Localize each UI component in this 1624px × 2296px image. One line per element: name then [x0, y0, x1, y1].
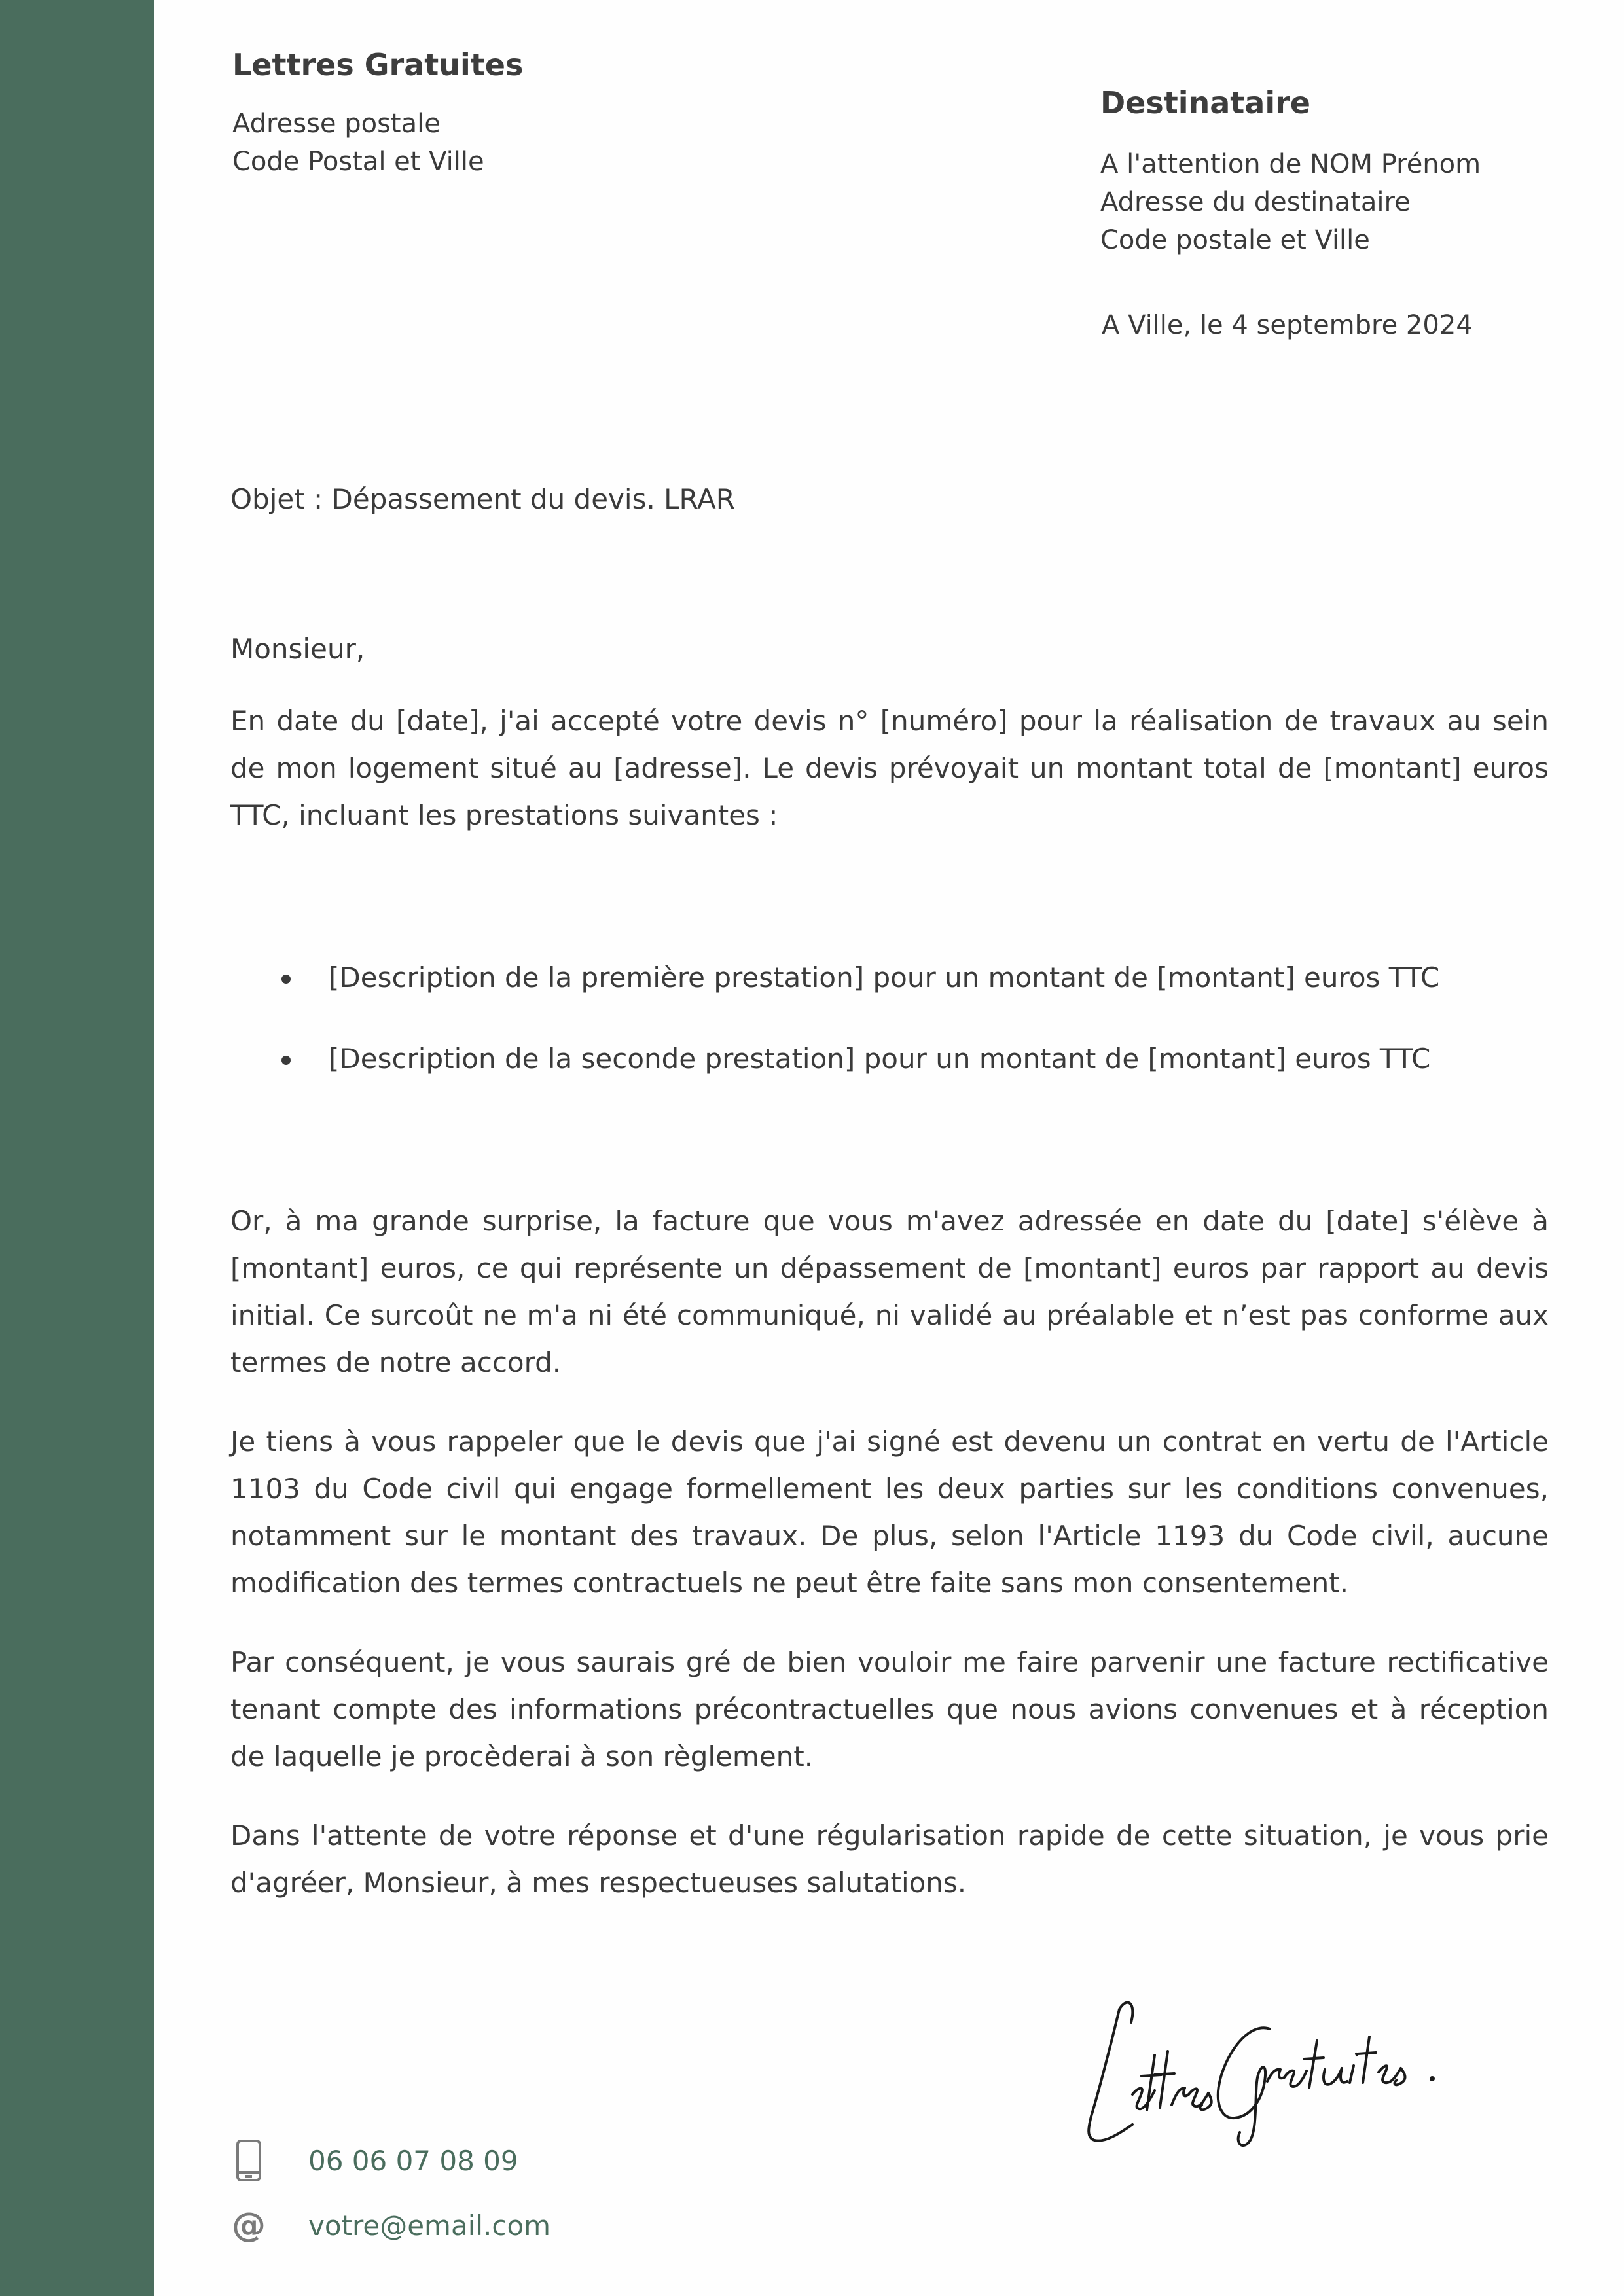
sender-address-line: Code Postal et Ville [232, 147, 484, 177]
sender-address [232, 105, 484, 181]
recipient-heading: Destinataire [1100, 85, 1310, 120]
at-sign-icon: @ [232, 2206, 266, 2245]
sender-name: Lettres Gratuites [232, 47, 524, 82]
body-paragraph: Or, à ma grande surprise, la facture que vous m'avez adressée en date du [date] s'élève à [montant] euros, ce qui représente un dépassement de [montant] euros par rapport au devis initial. Ce surcoût ne m'a ni été communiqué, ni validé au préalable et n’est pas conforme aux termes de notre accord. [230, 1205, 1549, 1378]
letter-date: A Ville, le 4 septembre 2024 [1102, 310, 1473, 340]
handwritten-signature [1074, 1983, 1460, 2160]
recipient-line: Code postale et Ville [1100, 225, 1370, 255]
body-paragraph: Par conséquent, je vous saurais gré de bien vouloir me faire parvenir une facture rectificative tenant compte des informations précontractuelles que nous avions convenues et à réception de laquelle je procèderai à son règlement. [230, 1646, 1549, 1772]
sidebar-accent-band [0, 0, 154, 2296]
salutation: Monsieur, [230, 633, 365, 665]
sender-address-line: Adresse postale [232, 109, 441, 139]
services-list [230, 954, 1549, 1083]
contact-phone [226, 2139, 518, 2182]
phone-icon [226, 2139, 272, 2182]
contact-email [226, 2206, 550, 2245]
recipient-line: Adresse du destinataire [1100, 187, 1411, 217]
letter-body [230, 626, 1549, 1939]
body-paragraph: Je tiens à vous rappeler que le devis que j'ai signé est devenu un contrat en vertu de l'Article 1103 du Code civil qui engage formellement les deux parties sur les conditions convenues, notamment sur le montant des travaux. De plus, selon l'Article 1193 du Code civil, aucune modification des termes contractuels ne peut être faite sans mon consentement. [230, 1426, 1549, 1599]
recipient-address [1100, 145, 1481, 259]
phone-number: 06 06 07 08 09 [308, 2144, 518, 2177]
closing-paragraph: Dans l'attente de votre réponse et d'une régularisation rapide de cette situation, je vous prie d'agréer, Monsieur, à mes respectueuses salutations. [230, 1820, 1549, 1899]
intro-paragraph: En date du [date], j'ai accepté votre devis n° [numéro] pour la réalisation de travaux au sein de mon logement situé au [adresse]. Le devis prévoyait un montant total de [montant] euros TTC, incluant les prestations suivantes : [230, 705, 1549, 831]
list-item: [Description de la seconde prestation] pour un montant de [montant] euros TTC [230, 1035, 1549, 1083]
list-item: [Description de la première prestation] pour un montant de [montant] euros TTC [230, 954, 1549, 1001]
recipient-line: A l'attention de NOM Prénom [1100, 149, 1481, 179]
email-address: votre@email.com [308, 2209, 551, 2242]
letter-object: Objet : Dépassement du devis. LRAR [230, 483, 735, 515]
